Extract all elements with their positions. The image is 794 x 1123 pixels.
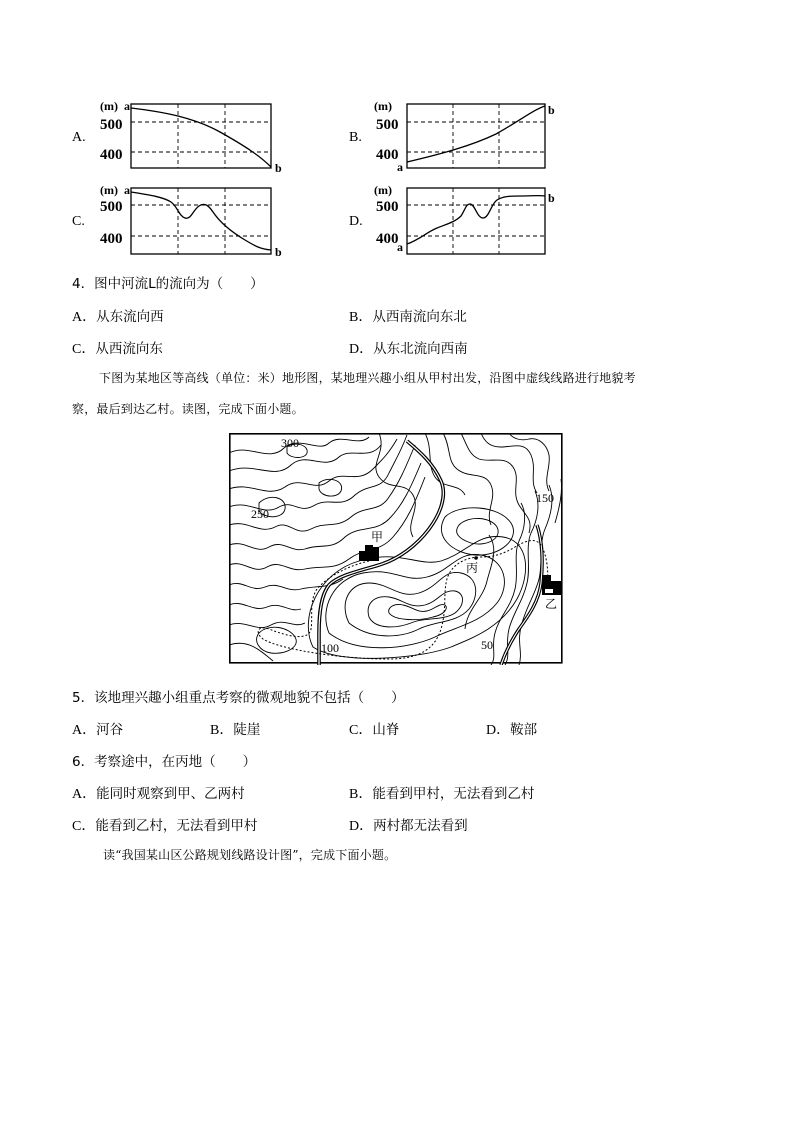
tick-500: 500 xyxy=(100,117,123,133)
q6-option-d[interactable] xyxy=(349,814,468,835)
start-label: a xyxy=(124,183,130,197)
profile-chart-d xyxy=(371,182,566,262)
unit-label: (m) xyxy=(100,99,118,113)
option-text: 能看到乙村，无法看到甲村 xyxy=(95,818,258,834)
profile-line xyxy=(131,192,271,250)
chart-frame xyxy=(131,104,271,168)
village-jia-label: 甲 xyxy=(371,530,384,544)
profile-chart-a xyxy=(95,98,290,178)
option-letter: D． xyxy=(349,342,374,357)
q4-option-b[interactable] xyxy=(349,305,467,326)
option-text: 能同时观察到甲、乙两村 xyxy=(96,786,245,802)
option-text: 从西流向东 xyxy=(95,341,163,357)
intro1-line1: 下图为某地区等高线（单位：米）地形图，某地理兴趣小组从甲村出发，沿图中虚线线路进行地貌考 xyxy=(99,371,636,385)
option-letter: B． xyxy=(349,787,373,802)
q4-option-d[interactable] xyxy=(349,337,468,358)
option-letter: D． xyxy=(349,819,374,834)
unit-label: (m) xyxy=(100,183,118,197)
q5-option-b[interactable] xyxy=(210,718,260,739)
option-letter: C． xyxy=(72,819,96,834)
option-letter: C． xyxy=(72,342,96,357)
option-letter: A. xyxy=(72,130,86,145)
q5-option-d[interactable] xyxy=(486,718,537,739)
option-text: 陡崖 xyxy=(233,722,261,738)
profile-line xyxy=(407,196,545,244)
contour-label-100: 100 xyxy=(321,641,339,655)
q5-option-a[interactable] xyxy=(72,718,123,739)
option-text: 从东北流向西南 xyxy=(373,341,468,357)
option-letter: B. xyxy=(349,130,362,145)
profile-chart-c xyxy=(95,182,290,262)
q6-option-a[interactable] xyxy=(72,782,245,803)
option-letter: A． xyxy=(72,723,97,738)
contour-label-150: 150 xyxy=(536,491,554,505)
option-text: 河谷 xyxy=(96,722,124,738)
option-letter: C. xyxy=(72,214,85,229)
q5-stem: 5．该地理兴趣小组重点考察的微观地貌不包括（ ） xyxy=(72,690,405,706)
start-label: a xyxy=(397,160,403,174)
option-letter: A． xyxy=(72,310,97,325)
end-label: b xyxy=(548,103,555,117)
option-letter: B． xyxy=(349,310,373,325)
q4-option-a[interactable] xyxy=(72,305,164,326)
chart-frame xyxy=(131,188,271,254)
start-label: a xyxy=(397,240,403,254)
q6-stem: 6．考察途中，在丙地（ ） xyxy=(72,754,257,770)
option-text: 两村都无法看到 xyxy=(373,818,468,834)
contour-label-250: 250 xyxy=(251,507,269,521)
point-bing-label: 丙 xyxy=(466,561,479,575)
q6-option-c[interactable] xyxy=(72,814,257,835)
chart-frame xyxy=(407,104,545,168)
q6-option-b[interactable] xyxy=(349,782,534,803)
intro1-line2: 察，最后到达乙村。读图，完成下面小题。 xyxy=(72,402,304,416)
profile-line xyxy=(131,108,271,167)
tick-500: 500 xyxy=(100,199,123,215)
tick-400: 400 xyxy=(100,231,123,247)
profile-chart-b xyxy=(371,98,566,178)
intro2-line1: 读“我国某山区公路规划线路设计图”，完成下面小题。 xyxy=(103,848,397,862)
option-text: 从西南流向东北 xyxy=(372,309,467,325)
tick-400: 400 xyxy=(100,147,123,163)
contour-label-50: 50 xyxy=(481,638,493,652)
end-label: b xyxy=(275,245,282,259)
profile-line xyxy=(407,106,545,162)
chart-frame xyxy=(407,188,545,254)
point-bing-marker xyxy=(474,556,478,560)
tick-500: 500 xyxy=(376,199,399,215)
topographic-map xyxy=(229,433,564,665)
unit-label: (m) xyxy=(374,183,392,197)
start-label: a xyxy=(124,99,130,113)
option-text: 能看到甲村，无法看到乙村 xyxy=(372,786,535,802)
tick-400: 400 xyxy=(376,147,399,163)
option-letter: C． xyxy=(349,723,373,738)
option-text: 从东流向西 xyxy=(96,309,164,325)
option-letter: D. xyxy=(349,214,363,229)
option-letter: B． xyxy=(210,723,234,738)
option-letter: A． xyxy=(72,787,97,802)
end-label: b xyxy=(548,191,555,205)
village-yi-label: 乙 xyxy=(545,597,558,611)
tick-500: 500 xyxy=(376,117,399,133)
end-label: b xyxy=(275,161,282,175)
option-text: 山脊 xyxy=(372,722,400,738)
unit-label: (m) xyxy=(374,99,392,113)
q4-option-c[interactable] xyxy=(72,337,163,358)
tick-400: 400 xyxy=(376,231,399,247)
q4-stem: 4．图中河流L的流向为（ ） xyxy=(72,276,264,292)
contour-label-300: 300 xyxy=(281,436,299,450)
option-text: 鞍部 xyxy=(510,722,538,738)
option-letter: D． xyxy=(486,723,511,738)
q5-option-c[interactable] xyxy=(349,718,399,739)
